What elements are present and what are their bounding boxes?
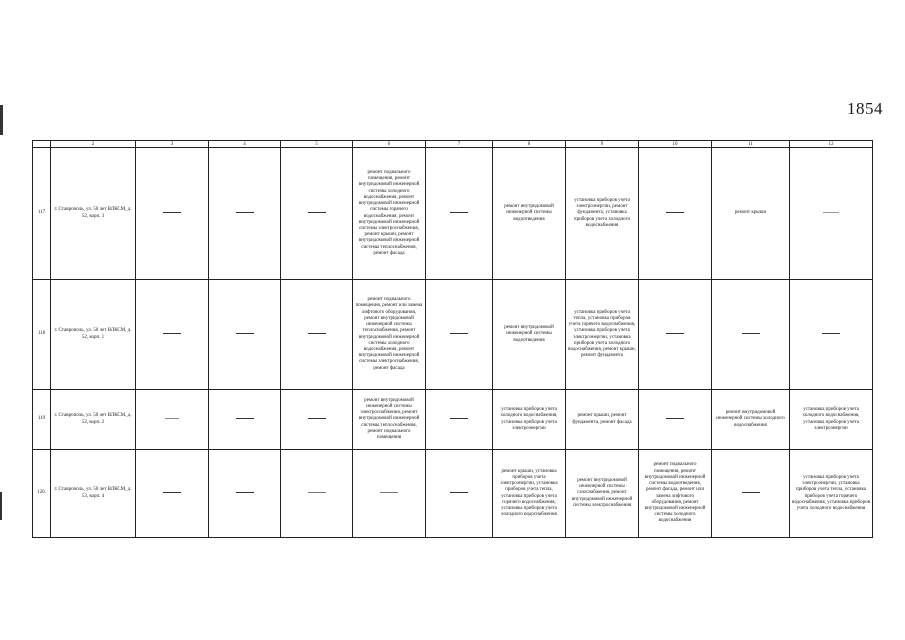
empty-dash	[236, 418, 254, 419]
col-header-7: 7	[426, 141, 493, 148]
col-header-8: 8	[493, 141, 566, 148]
col-header-2: 2	[51, 141, 136, 148]
cell-col-10	[639, 148, 712, 280]
col-header-10: 10	[639, 141, 712, 148]
cell-col-7	[426, 450, 493, 538]
empty-dash	[666, 333, 684, 334]
table-row	[33, 148, 873, 280]
row-number: 120.	[33, 450, 51, 538]
empty-dash	[380, 492, 398, 493]
empty-dash	[163, 212, 181, 213]
cell-col-5	[281, 390, 353, 450]
cell-col-4	[209, 390, 281, 450]
cell-col-8: ремонт внутридомовой инженерной системы водоотведения	[493, 280, 566, 390]
empty-dash	[823, 212, 839, 213]
cell-col-3	[136, 280, 209, 390]
header-row	[33, 141, 873, 148]
cell-col-3	[136, 390, 209, 450]
row-address: г. Ставрополь, ул. 50 лет ВЛКСМ, д. 52, корп. 3	[51, 148, 136, 280]
cell-col-11: ремонт крыши	[712, 148, 790, 280]
cell-col-8: ремонт крыши, установка приборов учета электроэнергии, установка приборов учета тепла, установка приборов учета горячего водоснабжения, установка приборов учета холодного водоснабжения	[493, 450, 566, 538]
cell-col-10	[639, 390, 712, 450]
empty-dash	[742, 333, 760, 334]
empty-dash	[163, 492, 181, 493]
empty-dash	[822, 333, 840, 334]
empty-dash	[666, 418, 684, 419]
empty-dash	[450, 418, 468, 419]
empty-dash	[165, 418, 179, 419]
cell-col-11	[712, 450, 790, 538]
cell-col-7	[426, 390, 493, 450]
cell-col-6: ремонт подвального помещения, ремонт внутридомовой инженерной системы холодного водоснабжения, ремонт внутридомовой инженерной системы горячего водоснабжения, ремонт внутридомовой инженерной системы электроснабжения, ремонт крыши, ремонт внутридомовой инженерной системы теплоснабжения, ремонт фасада	[353, 148, 426, 280]
empty-dash	[308, 333, 326, 334]
row-number: 118	[33, 280, 51, 390]
margin-mark-bottom	[0, 492, 2, 520]
empty-dash	[236, 492, 254, 493]
row-address: г. Ставрополь, ул. 50 лет ВЛКСМ, д. 53, корп. 4	[51, 450, 136, 538]
margin-mark-top	[0, 105, 3, 135]
empty-dash	[450, 212, 468, 213]
col-header-4: 4	[209, 141, 281, 148]
cell-col-6: ремонт внутридомовой инженерной системы электроснабжения, ремонт внутридомовой инженерной системы теплоснабжения, ремонт подвального помещения	[353, 390, 426, 450]
col-header-1	[33, 141, 51, 148]
cell-col-5	[281, 148, 353, 280]
cell-col-7	[426, 280, 493, 390]
cell-col-9: установка приборов учета электроэнергии, ремонт фундамента, установка приборов учета холодного водоснабжения	[566, 148, 639, 280]
table-row	[33, 390, 873, 450]
empty-dash	[450, 333, 468, 334]
row-address: г. Ставрополь, ул. 50 лет ВЛКСМ, д. 52, корп. 2	[51, 390, 136, 450]
cell-col-4	[209, 148, 281, 280]
cell-col-8: ремонт внутридомовой инженерной системы водоотведения	[493, 148, 566, 280]
cell-col-3	[136, 450, 209, 538]
col-header-11: 11	[712, 141, 790, 148]
cell-col-6	[353, 450, 426, 538]
col-header-6: 6	[353, 141, 426, 148]
row-number: 119	[33, 390, 51, 450]
cell-col-9: установка приборов учета тепла, установка приборов учета горячего водоснабжения, установка приборов учета электроэнергии, установка приборов учета холодного водоснабжения, ремонт крыши, ремонт фундамента	[566, 280, 639, 390]
cell-col-5	[281, 280, 353, 390]
cell-col-12: установка приборов учета электроэнергии, установка приборов учета тепла, установка приборов учета горячего водоснабжения, установка приборов учета холодного водоснабжения	[790, 450, 873, 538]
row-address: г. Ставрополь, ул. 50 лет ВЛКСМ, д. 52, корп. 1	[51, 280, 136, 390]
empty-dash	[308, 492, 326, 493]
empty-dash	[236, 212, 254, 213]
cell-col-4	[209, 450, 281, 538]
col-header-5: 5	[281, 141, 353, 148]
cell-col-9: ремонт внутридомовой инженерной системы газоснабжения, ремонт внутридомовой инженерной системы электроснабжения	[566, 450, 639, 538]
cell-col-11: ремонт внутридомовой инженерной системы холодного водоснабжения	[712, 390, 790, 450]
col-header-9: 9	[566, 141, 639, 148]
cell-col-12: установка приборов учета холодного водоснабжения, установка приборов учета электроэнергии	[790, 390, 873, 450]
cell-col-9: ремонт крыши, ремонт фундамента, ремонт фасада	[566, 390, 639, 450]
empty-dash	[308, 212, 326, 213]
page-number: 1854	[847, 99, 883, 118]
cell-col-12	[790, 280, 873, 390]
row-number: 117	[33, 148, 51, 280]
cell-col-8: установка приборов учета холодного водоснабжения, установка приборов учета электроэнергии	[493, 390, 566, 450]
col-header-12: 12	[790, 141, 873, 148]
cell-col-7	[426, 148, 493, 280]
data-table	[32, 140, 873, 538]
cell-col-11	[712, 280, 790, 390]
cell-col-10	[639, 280, 712, 390]
table-row	[33, 450, 873, 538]
cell-col-4	[209, 280, 281, 390]
cell-col-3	[136, 148, 209, 280]
empty-dash	[666, 212, 684, 213]
table-row	[33, 280, 873, 390]
empty-dash	[450, 492, 468, 493]
empty-dash	[742, 492, 760, 493]
cell-col-12	[790, 148, 873, 280]
cell-col-6: ремонт подвального помещения, ремонт или замена лифтового оборудования, ремонт внутридомовой инженерной системы теплоснабжения, ремонт внутридомовой инженерной системы холодного водоснабжения, ремонт внутридомовой инженерной системы электроснабжения, ремонт фасада	[353, 280, 426, 390]
empty-dash	[236, 333, 254, 334]
col-header-3: 3	[136, 141, 209, 148]
empty-dash	[163, 333, 181, 334]
cell-col-10: ремонт подвального помещения, ремонт внутридомовой инженерной системы водоотведения, ремонт фасада, ремонт или замена лифтового оборудования, ремонт внутридомовой инженерной системы холодного водоснабжения	[639, 450, 712, 538]
empty-dash	[308, 418, 326, 419]
cell-col-5	[281, 450, 353, 538]
